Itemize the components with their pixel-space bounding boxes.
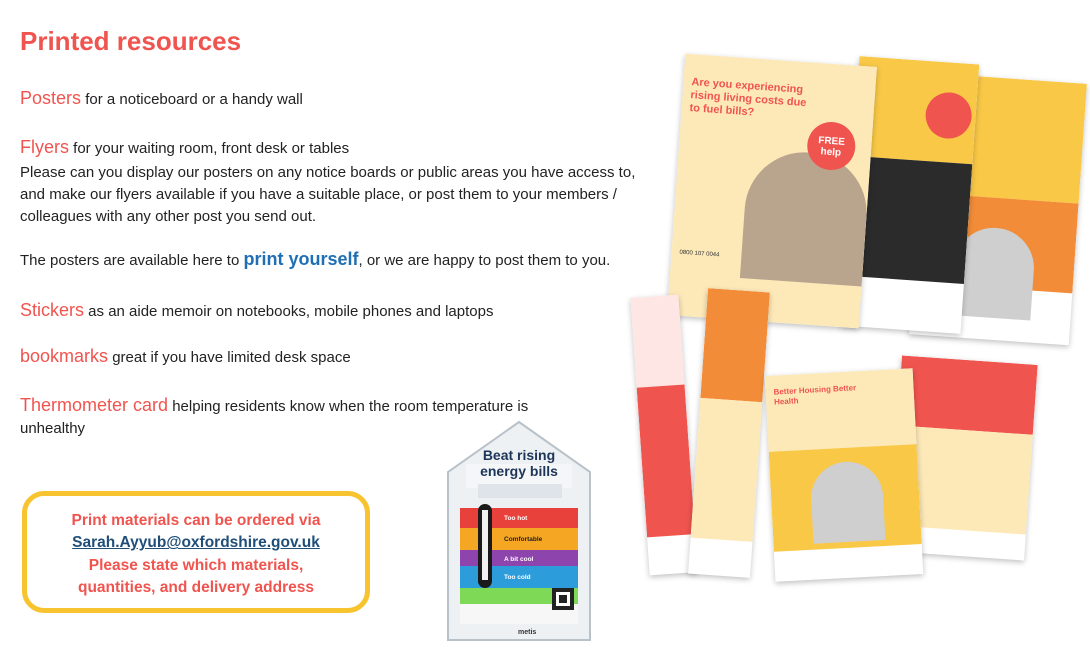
stickers-desc: as an aide memoir on notebooks, mobile phones and laptops	[84, 303, 494, 320]
bookmarks-desc: great if you have limited desk space	[108, 349, 351, 366]
thermometer-card-image	[446, 420, 592, 644]
print-after: , or we are happy to post them to you.	[358, 252, 611, 269]
band-too-cold: Too cold	[504, 574, 531, 581]
poster-headline: Are you experiencing rising living costs due to fuel bills?	[689, 76, 807, 119]
thermo-footer-brand: metis	[518, 629, 537, 636]
order-info-box	[22, 491, 370, 613]
band-a-bit-cool: A bit cool	[504, 556, 534, 563]
band-too-hot: Too hot	[504, 515, 528, 522]
print-paragraph	[20, 246, 660, 272]
thermo-heading-1: Beat rising	[482, 447, 556, 463]
posters-desc: for a noticeboard or a handy wall	[81, 91, 303, 108]
display-paragraph: Please can you display our posters on any notice boards or public areas you have access to, and make our flyers available if you have a suitable place, or post them to your members / colleagues with any other post you send out.	[20, 164, 636, 225]
poster-phone: 0800 107 0044	[679, 249, 720, 259]
poster-front	[667, 54, 877, 329]
bookmarks-line	[20, 343, 351, 369]
posters-line	[20, 85, 303, 111]
print-yourself-link[interactable]: print yourself	[243, 249, 359, 269]
print-before: The posters are available here to	[20, 252, 244, 269]
flyer-front	[765, 368, 924, 581]
posters-term: Posters	[20, 88, 82, 108]
flyers-desc: for your waiting room, front desk or tables	[69, 140, 350, 157]
thermometer-term: Thermometer card	[20, 395, 169, 415]
stickers-term: Stickers	[20, 300, 85, 320]
flyers-line	[20, 134, 349, 160]
band-comfortable: Comfortable	[504, 536, 543, 543]
thermo-heading-2: energy bills	[480, 463, 558, 479]
order-line-1: Print materials can be ordered via	[71, 512, 321, 529]
thermometer-card-graphic	[446, 420, 592, 644]
order-line-3: Please state which materials,	[88, 556, 304, 574]
bookmark-right	[688, 288, 770, 578]
poster-badge: FREE help	[817, 135, 846, 159]
bookmark-left	[630, 295, 697, 576]
page-title: Printed resources	[20, 26, 242, 56]
flyers-term: Flyers	[20, 137, 69, 157]
bookmarks-term: bookmarks	[20, 346, 109, 366]
stickers-line	[20, 297, 493, 323]
order-email-link[interactable]: Sarah.Ayyub@oxfordshire.gov.uk	[72, 534, 320, 552]
order-line-4: quantities, and delivery address	[77, 579, 315, 597]
thermometer-desc: helping residents know when the room temperature is unhealthy	[20, 398, 529, 438]
flyer-headline: Better Housing Better Health	[773, 383, 857, 407]
